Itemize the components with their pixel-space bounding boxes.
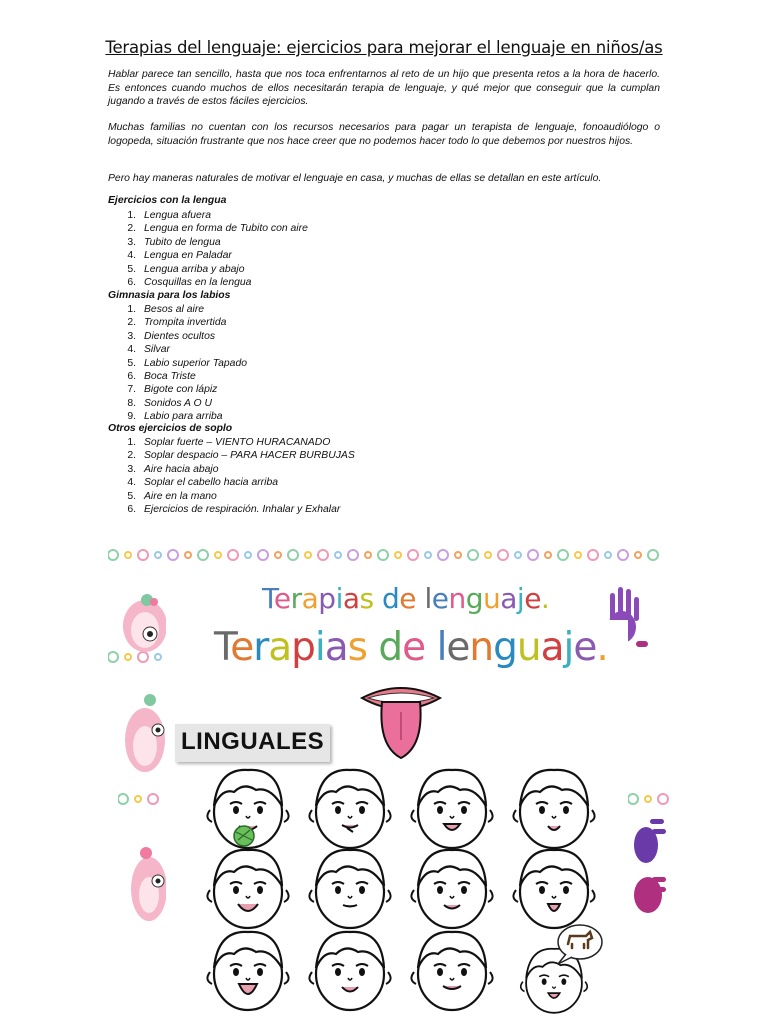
list-item: 2. Lengua en forma de Tubito con aire [127, 223, 308, 235]
poster-front-title: Terapias de lenguaje. [214, 625, 608, 670]
child-face-illustration [308, 846, 392, 930]
list-item: 5. Aire en la mano [127, 490, 217, 502]
child-face-illustration [308, 928, 392, 1012]
child-face-illustration [308, 766, 392, 850]
list-item: 8. Sonidos A O U [127, 397, 212, 409]
section-heading-lips: Gimnasia para los labios [108, 290, 231, 301]
linguales-label: LINGUALES [181, 728, 325, 755]
list-item: 3. Tubito de lengua [127, 236, 221, 248]
list-item: 2. Trompita invertida [127, 317, 227, 329]
tongue-exercise-list [108, 209, 308, 289]
child-face-illustration [512, 766, 596, 850]
child-face-illustration [206, 846, 290, 930]
owl-illustration [120, 590, 170, 654]
poster-back-title: Terapias de lenguaje. [262, 582, 550, 615]
bead-border-top [108, 548, 663, 562]
list-item: 4. Lengua en Paladar [127, 250, 232, 262]
list-item: 7. Bigote con lápiz [127, 384, 218, 396]
families-paragraph: Muchas familias no cuentan con los recursos necesarios para pagar un terapista de lenguaje, fonoaudiólogo o logopeda, situación frustrante que nos hace creer que no podemos hacer todo lo que debemos por nuestros hijos. [108, 122, 660, 147]
list-item: 9. Labio para arriba [127, 411, 223, 423]
list-item: 5. Labio superior Tapado [127, 357, 248, 369]
blowing-exercise-list [108, 436, 355, 516]
bead-border-right [628, 792, 676, 806]
list-item: 4. Soplar el cabello hacia arriba [127, 477, 279, 489]
child-face-illustration [410, 766, 494, 850]
horse-speech-bubble [552, 922, 604, 966]
list-item: 6. Cosquillas en la lengua [127, 276, 252, 288]
lips-exercise-list [108, 303, 247, 424]
section-heading-blowing: Otros ejercicios de soplo [108, 423, 233, 434]
bead-border-left-2 [118, 792, 168, 806]
list-item: 6. Ejercicios de respiración. Inhalar y Exhalar [127, 503, 341, 515]
list-item: 3. Aire hacia abajo [127, 463, 219, 475]
child-face-illustration [512, 846, 596, 930]
list-item: 4. Silvar [127, 344, 170, 356]
list-item: 6. Boca Triste [127, 370, 196, 382]
list-item: 2. Soplar despacio – PARA HACER BURBUJAS [127, 450, 355, 462]
owl-illustration [122, 690, 168, 780]
child-face-illustration [410, 928, 494, 1012]
list-item: 3. Dientes ocultos [127, 330, 216, 342]
child-face-illustration [206, 766, 290, 850]
document-title: Terapias del lenguaje: ejercicios para mejorar el lenguaje en niños/as [105, 38, 663, 57]
section-heading-tongue: Ejercicios con la lengua [108, 195, 227, 206]
natural-ways-paragraph: Pero hay maneras naturales de motivar el lenguaje en casa, y muchas de ellas se detallan en este artículo. [108, 173, 602, 184]
list-item: 5. Lengua arriba y abajo [127, 263, 245, 275]
handprint-icon [626, 815, 668, 925]
intro-paragraph: Hablar parece tan sencillo, hasta que nos toca enfrentarnos al reto de un hijo que presenta retos a la hora de hacerlo. Es entonces cuando muchos de ellos necesitarán terapia de lenguaje, y qué mejor que conseguir que la cumplan jugando a través de estos fáciles ejercicios. [108, 69, 660, 108]
list-item: 1. Lengua afuera [127, 210, 212, 221]
list-item: 1. Soplar fuerte – VIENTO HURACANADO [127, 437, 331, 448]
child-face-illustration [206, 928, 290, 1012]
tongue-mouth-icon [358, 684, 444, 766]
list-item: 1. Besos al aire [127, 304, 205, 315]
owl-illustration [128, 845, 170, 925]
child-face-illustration [410, 846, 494, 930]
